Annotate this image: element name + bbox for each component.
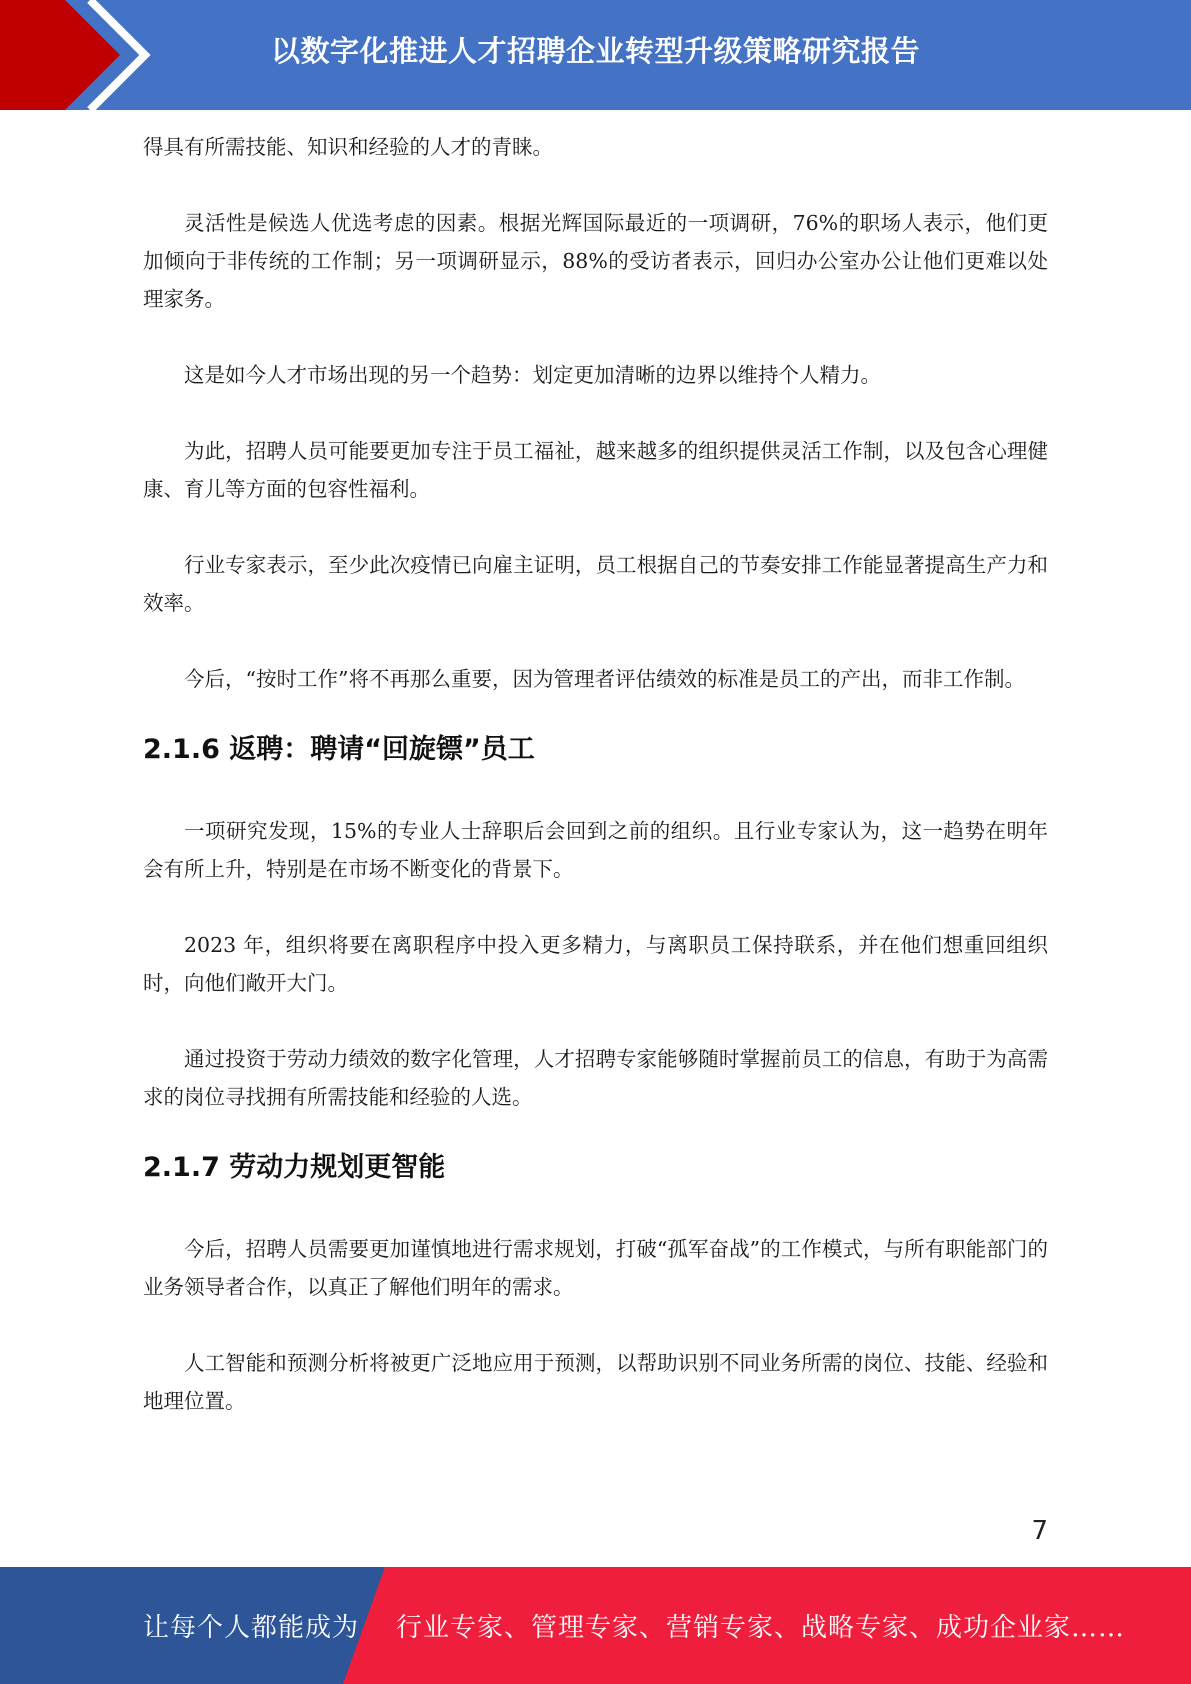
- paragraph: 人工智能和预测分析将被更广泛地应用于预测，以帮助识别不同业务所需的岗位、技能、经验和地理位置。: [143, 1351, 1048, 1413]
- footer-slogan-right: 行业专家、管理专家、营销专家、战略专家、成功企业家……: [396, 1613, 1126, 1643]
- paragraph: 行业专家表示，至少此次疫情已向雇主证明，员工根据自己的节奏安排工作能显著提高生产力和效率。: [143, 553, 1048, 615]
- paragraph: 这是如今人才市场出现的另一个趋势：划定更加清晰的边界以维持个人精力。: [184, 363, 881, 387]
- paragraph: 得具有所需技能、知识和经验的人才的青睐。: [143, 135, 553, 159]
- header-arrow-decoration: [0, 0, 160, 110]
- footer-slogan-left: 让每个人都能成为: [143, 1613, 360, 1643]
- section-heading-2-1-7: 2.1.7 劳动力规划更智能: [143, 1152, 446, 1183]
- page-number: 7: [1031, 1516, 1048, 1546]
- page-footer: [0, 1567, 1191, 1684]
- page-content: [143, 128, 1048, 1420]
- paragraph: 今后，“按时工作”将不再那么重要，因为管理者评估绩效的标准是员工的产出，而非工作制。: [184, 667, 1025, 691]
- section-heading-2-1-6: 2.1.6 返聘：聘请“回旋镖”员工: [143, 734, 535, 765]
- paragraph: 通过投资于劳动力绩效的数字化管理，人才招聘专家能够随时掌握前员工的信息，有助于为高需求的岗位寻找拥有所需技能和经验的人选。: [143, 1047, 1048, 1109]
- paragraph: 为此，招聘人员可能要更加专注于员工福祉，越来越多的组织提供灵活工作制，以及包含心理健康、育儿等方面的包容性福利。: [143, 439, 1048, 501]
- paragraph: 灵活性是候选人优选考虑的因素。根据光辉国际最近的一项调研，76%的职场人表示，他们更加倾向于非传统的工作制；另一项调研显示，88%的受访者表示，回归办公室办公让他们更难以处理家务。: [143, 211, 1048, 311]
- report-title: 以数字化推进人才招聘企业转型升级策略研究报告: [270, 33, 920, 68]
- paragraph: 一项研究发现，15%的专业人士辞职后会回到之前的组织。且行业专家认为，这一趋势在明年会有所上升，特别是在市场不断变化的背景下。: [143, 819, 1048, 881]
- paragraph: 2023 年，组织将要在离职程序中投入更多精力，与离职员工保持联系，并在他们想重回组织时，向他们敞开大门。: [143, 933, 1048, 995]
- page-header: [0, 0, 1191, 110]
- paragraph: 今后，招聘人员需要更加谨慎地进行需求规划，打破“孤军奋战”的工作模式，与所有职能部门的业务领导者合作，以真正了解他们明年的需求。: [143, 1237, 1048, 1299]
